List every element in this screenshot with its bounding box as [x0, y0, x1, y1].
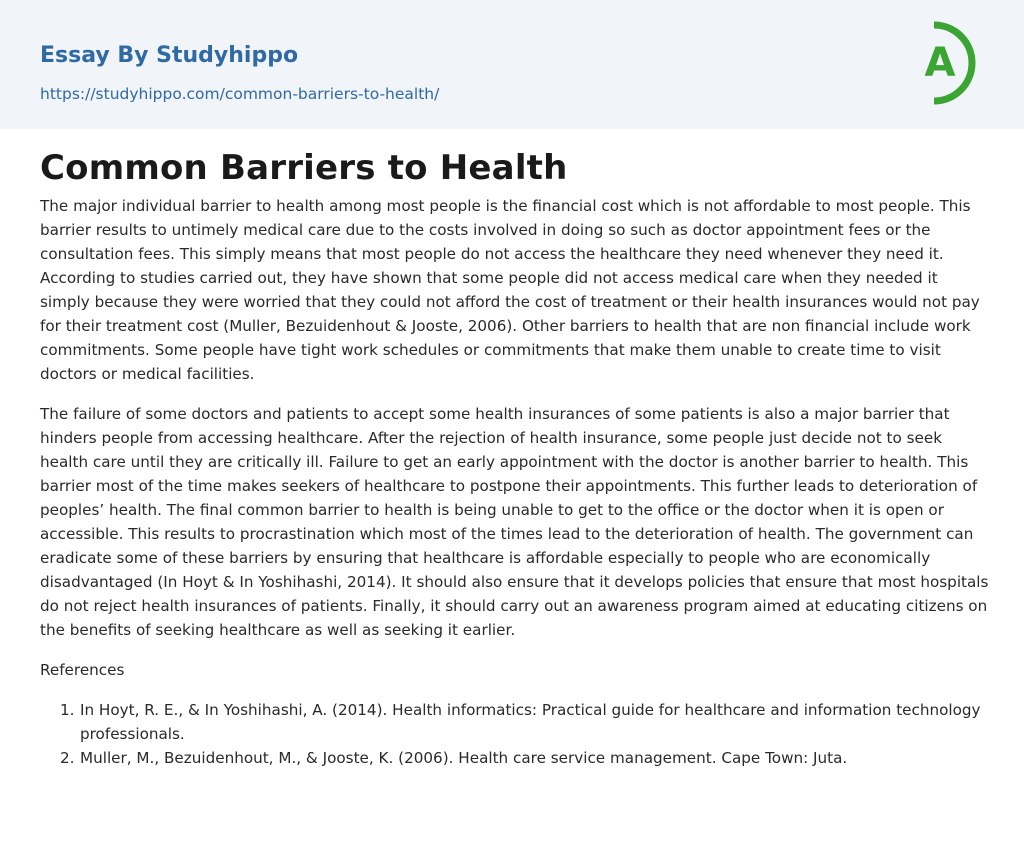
article-body	[40, 194, 990, 770]
source-url-link[interactable]: https://studyhippo.com/common-barriers-to-health/	[40, 85, 440, 103]
brand-title: Essay By Studyhippo	[40, 43, 299, 68]
references-heading: References	[40, 661, 125, 679]
page-header	[0, 0, 1024, 129]
reference-item: In Hoyt, R. E., & In Yoshihashi, A. (2014). Health informatics: Practical guide for healthcare and information technology professionals.	[80, 701, 981, 743]
logo-letter: A	[924, 40, 956, 86]
references-list	[40, 698, 990, 770]
paragraph: The major individual barrier to health among most people is the financial cost which is not affordable to most people. This barrier results to untimely medical care due to the costs involved in doing so such as doctor appointment fees or the consultation fees. This simply means that most people do not access the healthcare they need whenever they need it. According to studies carried out, they have shown that some people did not access medical care when they needed it simply because they were worried that they could not afford the cost of treatment or their health insurances would not pay for their treatment cost (Muller, Bezuidenhout & Jooste, 2006). Other barriers to health that are non financial include work commitments. Some people have tight work schedules or commitments that make them unable to create time to visit doctors or medical facilities.	[40, 197, 980, 383]
reference-item: Muller, M., Bezuidenhout, M., & Jooste, K. (2006). Health care service management. Cape Town: Juta.	[80, 749, 848, 767]
studyhippo-logo-icon[interactable]	[912, 18, 988, 108]
paragraph: The failure of some doctors and patients to accept some health insurances of some patients is also a major barrier that hinders people from accessing healthcare. After the rejection of health insurance, some people just decide not to seek health care until they are critically ill. Failure to get an early appointment with the doctor is another barrier to health. This barrier most of the time makes seekers of healthcare to postpone their appointments. This further leads to deterioration of peoples’ health. The final common barrier to health is being unable to get to the office or the doctor when it is open or accessible. This results to procrastination which most of the times lead to the deterioration of health. The government can eradicate some of these barriers by ensuring that healthcare is affordable especially to people who are economically disadvantaged (In Hoyt & In Yoshihashi, 2014). It should also ensure that it develops policies that ensure that most hospitals do not reject health insurances of patients. Finally, it should carry out an awareness program aimed at educating citizens on the benefits of seeking healthcare as well as seeking it earlier.	[40, 405, 989, 639]
page-title: Common Barriers to Health	[40, 148, 568, 188]
